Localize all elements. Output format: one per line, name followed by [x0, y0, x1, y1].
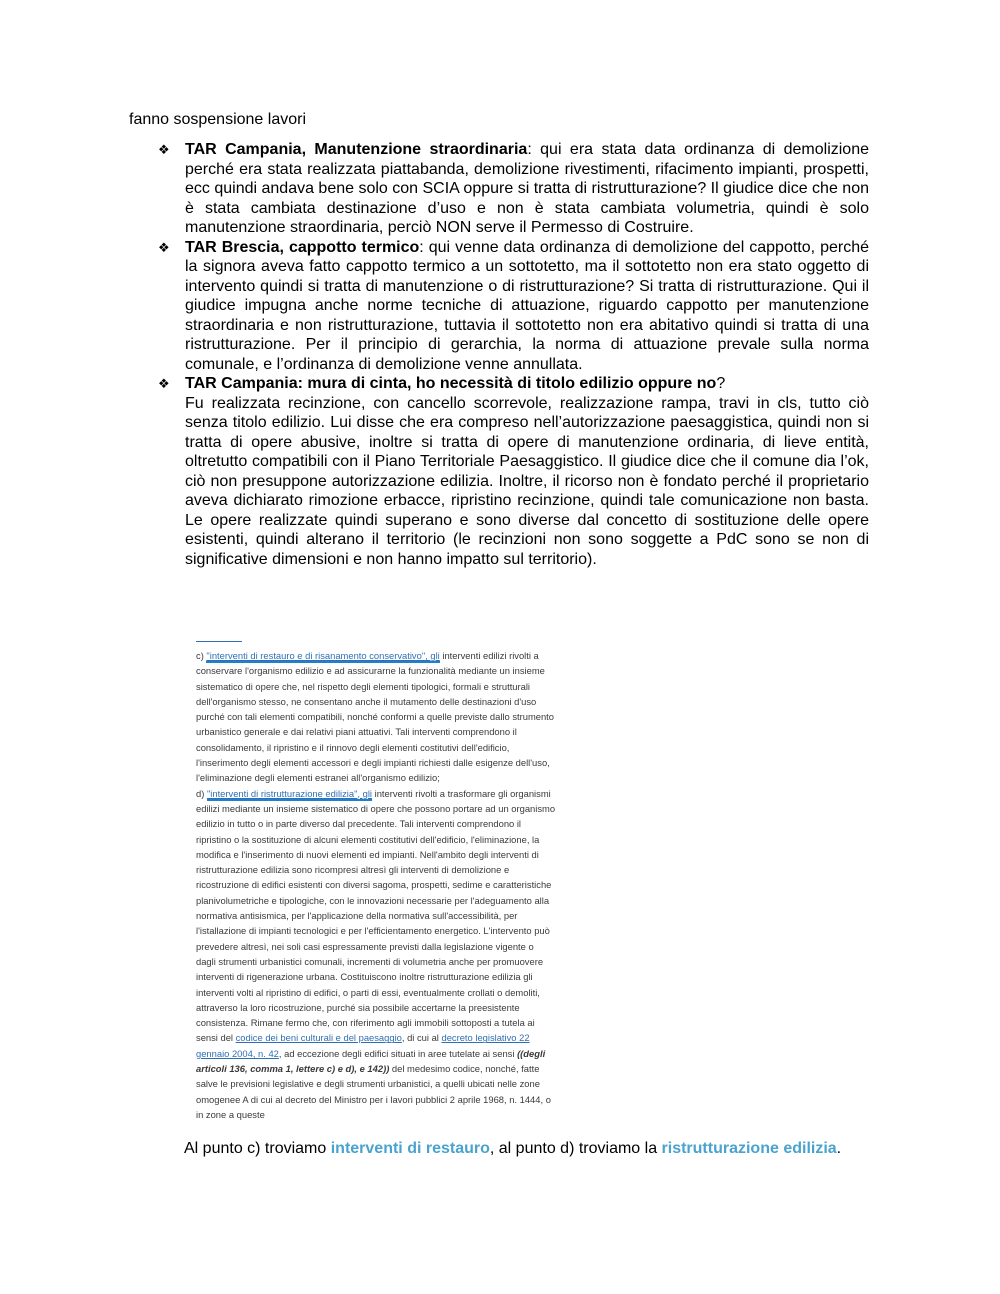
case-list: [156, 140, 869, 569]
case-title: TAR Campania, Manutenzione straordinaria: [185, 141, 528, 158]
case-item-tar-campania-mura: [156, 374, 869, 569]
case-text: ?: [716, 375, 726, 392]
paragraph-d-label: d): [196, 787, 207, 799]
case-text: : qui era stata data ordinanza di demolizione perché era stata realizzata piattabanda, demolizione rivestimenti, rifacimento impianti, prospetti, ecc quindi andava bene solo con SCIA oppure si tratta di ristrutturazione? Il giudice dice che non è stata cambiata destinazione d’uso e non è stata cambiata volumetria, quindi è solo manutenzione straordinaria, perciò NON serve il Permesso di Costruire.: [185, 141, 870, 236]
paragraph-c-text: interventi edilizi rivolti a conservare l'organismo edilizio e ad assicurarne la funzionalità mediante un insieme sistematico di opere che, nel rispetto degli elementi tipologici, formali e strutturali dell'organismo stesso, ne consentano anche il mutamento delle destinazioni d'uso purché con tali elementi compatibili, nonché conformi a quelle previste dallo strumento urbanistico generale e dai relativi piani attuativi. Tali interventi comprendono il consolidamento, il ripristino e il rinnovo degli elementi costitutivi dell'edificio, l'inserimento degli elementi accessori e degli impianti richiesti dalle esigenze dell'uso, l'eliminazione degli elementi estranei all'organismo edilizio;: [196, 650, 555, 784]
law-excerpt-image: [190, 636, 560, 1120]
diamond-bullet-icon: ❖: [158, 376, 170, 391]
case-item-tar-brescia-cappotto: [156, 238, 869, 375]
case-title: TAR Campania: mura di cinta, ho necessità di titolo edilizio oppure no: [185, 375, 717, 392]
figure-top-rule: [196, 641, 242, 642]
case-body: Fu realizzata recinzione, con cancello scorrevole, realizzazione rampa, travi in cls, tutto ciò senza titolo edilizio. Lui disse che era compreso nell’autorizzazione paesaggistica, quindi non si tratta di opere abusive, inoltre si tratta di opere di manutenzione ordinaria, di lieve entità, oltretutto compatibili con il Piano Territoriale Paesaggistico. Il giudice dice che il comune dia l’ok, ciò non presuppone autorizzazione edilizia. Inoltre, il ricorso non è fondato perché il proprietario aveva dichiarato rimozione erbacce, ripristino recinzione, quindi tale comunicazione non basta. Le opere realizzate quindi superano e sono diverse dal concetto di sostituzione delle opere esistenti, quindi alterano il territorio (le recinzioni non sono soggette a PdC sono se non di significative dimensioni e non hanno impatto sul territorio).: [185, 394, 869, 568]
intro-line: fanno sospensione lavori: [129, 111, 307, 128]
paragraph-d: [196, 786, 556, 1123]
paragraph-d-text-2: , di cui al: [401, 1032, 442, 1044]
paragraph-c-label: c): [196, 650, 207, 661]
paragraph-c-link[interactable]: "interventi di restauro e di risanamento conservativo", gli: [206, 650, 440, 661]
paragraph-d-link[interactable]: "interventi di ristrutturazione edilizia", gli: [206, 787, 373, 799]
case-text: : qui venne data ordinanza di demolizione del cappotto, perché la signora aveva fatto cappotto termico a un sottotetto, ma il sottotetto non era stato oggetto di intervento quindi si tratta di manutenzione o di ristrutturazione? Si tratta di ristrutturazione. Qui il giudice impugna anche norme tecniche di attuazione, riguardo cappotto per manutenzione straordinaria e non ristrutturazione, tuttavia il sottotetto non era abitativo quindi si tratta di una ristrutturazione. Per il principio di gerarchia, la norma di attuazione prevale sulla norma comunale, e l’ordinanza di demolizione venne annullata.: [185, 238, 870, 373]
case-title: TAR Brescia, cappotto termico: [185, 238, 420, 256]
codice-beni-culturali-link[interactable]: codice dei beni culturali e del paesaggio: [235, 1032, 402, 1044]
conclusion-text-1: Al punto c) troviamo: [184, 1140, 331, 1157]
decreto-legislativo-link[interactable]: decreto legislativo 22 gennaio 2004, n. 42: [196, 1032, 530, 1059]
paragraph-d-text: interventi rivolti a trasformare gli organismi edilizi mediante un insieme sistematico di opere che possono portare ad un organismo edilizio in tutto o in parte diverso dal precedente. Tali interventi comprendono il ripristino o la sostituzione di alcuni elementi costitutivi dell'edificio, l'eliminazione, la modifica e l'inserimento di nuovi elementi ed impianti. Nell'ambito degli interventi di ristrutturazione edilizia sono ricompresi altresì gli interventi di demolizione e ricostruzione di edifici esistenti con diversi sagoma, prospetti, sedime e caratteristiche planivolumetriche e tipologiche, con le innovazioni necessarie per l'adeguamento alla normativa antisismica, per l'applicazione della normativa sull'accessibilità, per l'istallazione di impianti tecnologici e per l'efficientamento energetico. L'intervento può prevedere altresì, nei soli casi espressamente previsti dalla legislazione vigente o dagli strumenti urbanistici comunali, incrementi di volumetria anche per promuovere interventi di rigenerazione urbana. Costituiscono inoltre ristrutturazione edilizia gli interventi volti al ripristino di edifici, o parti di essi, eventualmente crollati o demoliti, attraverso la loro ricostruzione, purché sia possibile accertarne la preesistente consistenza. Rimane fermo che, con riferimento agli immobili sottoposti a tutela ai sensi del: [196, 787, 556, 1044]
paragraph-d-text-4: del medesimo codice, nonché, fatte salve le previsioni legislative e degli strumenti urbanistici, a quelli ubicati nelle zone omogenee A di cui al decreto del Ministro per i lavori pubblici 2 aprile 1968, n. 1444, o in zone a queste: [196, 1063, 551, 1120]
conclusion-line: [184, 1139, 869, 1159]
paragraph-d-bold: ((degli articoli 136, comma 1, lettere c) e d), e 142)): [196, 1047, 546, 1075]
conclusion-text-2: , al punto d) troviamo la: [489, 1140, 662, 1157]
paragraph-d-text-3: , ad eccezione degli edifici situati in aree tutelate ai sensi: [278, 1047, 518, 1059]
highlight-ristrutturazione: ristrutturazione edilizia: [661, 1140, 837, 1157]
law-excerpt-text: [196, 648, 556, 1122]
conclusion-text-3: .: [836, 1140, 842, 1157]
highlight-restauro: interventi di restauro: [330, 1140, 490, 1157]
diamond-bullet-icon: ❖: [158, 239, 170, 255]
case-item-tar-campania-manutenzione: [156, 140, 869, 238]
diamond-bullet-icon: ❖: [158, 142, 170, 157]
paragraph-c: [196, 648, 556, 786]
